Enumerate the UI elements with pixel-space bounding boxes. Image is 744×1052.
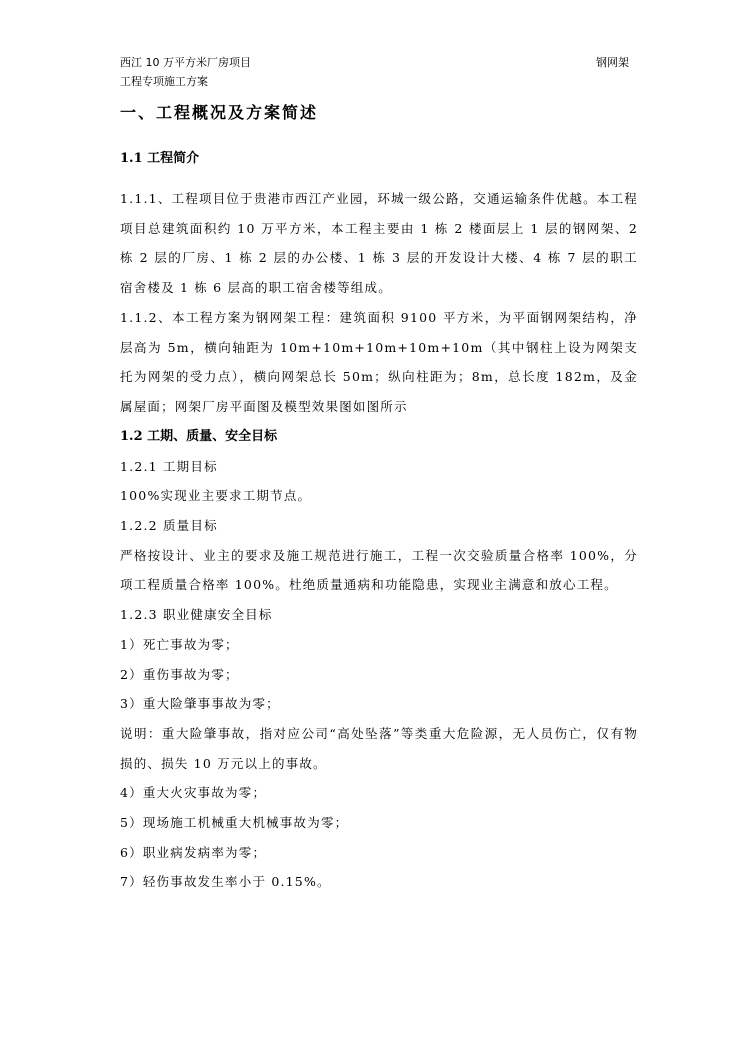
list-item: 1）死亡事故为零； (120, 636, 239, 652)
header-right-label: 钢网架 (596, 56, 629, 69)
list-item: 5）现场施工机械重大机械事故为零； (120, 815, 349, 831)
section-1-2-1-text: 100%实现业主要求工期节点。 (120, 488, 312, 504)
header-subtitle: 工程专项施工方案 (120, 75, 208, 88)
list-item: 3）重大险肇事事故为零； (120, 696, 280, 712)
list-item: 2）重伤事故为零； (120, 666, 239, 682)
section-1-1-heading: 1.1 工程简介 (120, 151, 200, 166)
header-project: 西江 10 万平方米厂房项目 (120, 56, 251, 69)
note-paragraph: 说明：重大险肇事故，指对应公司“高处坠落”等类重大危险源，无人员伤亡，仅有物损的、损失 10 万元以上的事故。 (120, 725, 638, 771)
list-item: 6）职业病发病率为零； (120, 844, 267, 860)
section-1-2-3-heading: 1.2.3 职业健康安全目标 (120, 607, 273, 623)
section-1-2-2-heading: 1.2.2 质量目标 (120, 518, 218, 534)
section-1-2-2-text: 严格按设计、业主的要求及施工规范进行施工，工程一次交验质量合格率 100%，分项工程质量合格率 100%。杜绝质量通病和功能隐患，实现业主满意和放心工程。 (120, 547, 638, 593)
paragraph-1-1-1: 1.1.1、工程项目位于贵港市西江产业园，环城一级公路，交通运输条件优越。本工程项目总建筑面积约 10 万平方米，本工程主要由 1 栋 2 楼面层上 1 层的钢网架、2 栋 2 层的厂房、1 栋 2 层的办公楼、1 栋 3 层的开发设计大楼、4 栋 7 层的职工宿舍楼及 1 栋 6 层高的职工宿舍楼等组成。 (120, 191, 638, 296)
section-1-2-1-heading: 1.2.1 工期目标 (120, 458, 218, 474)
section-1-2-heading: 1.2 工期、质量、安全目标 (120, 428, 278, 444)
document-body (120, 100, 638, 897)
list-item: 7）轻伤事故发生率小于 0.15%。 (120, 874, 331, 890)
paragraph-1-1-2: 1.1.2、本工程方案为钢网架工程：建筑面积 9100 平方米，为平面钢网架结构，净层高为 5m，横向轴距为 10m+10m+10m+10m+10m（其中钢柱上设为网架支托为网架的受力点），横向网架总长 50m；纵向柱距为；8m，总长度 182m，及金属屋面；网架厂房平面图及模型效果图如图所示 (120, 309, 638, 414)
list-item: 4）重大火灾事故为零； (120, 785, 267, 801)
section-1-heading: 一、工程概况及方案简述 (120, 103, 319, 122)
